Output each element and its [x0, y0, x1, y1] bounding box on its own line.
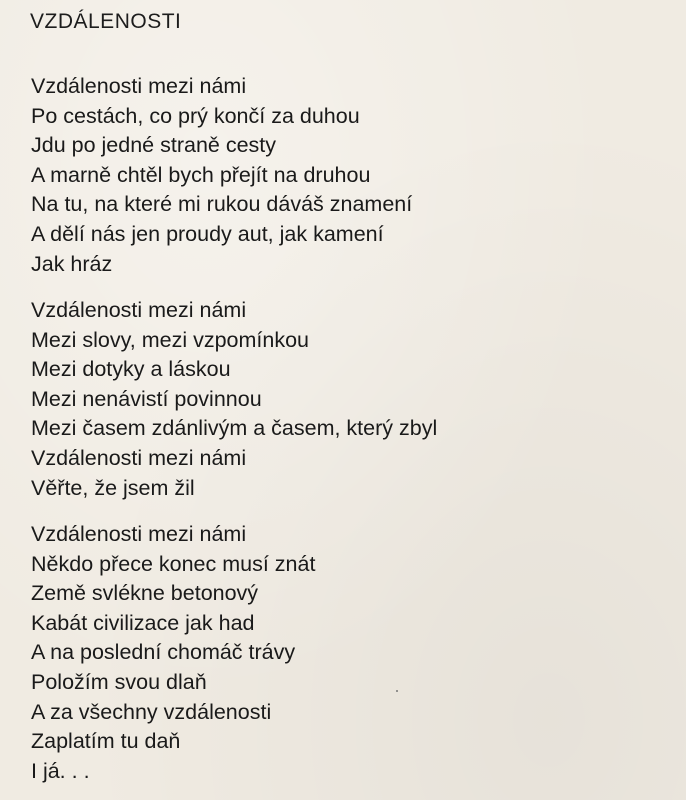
poem-line: Vzdálenosti mezi námi: [31, 298, 247, 322]
poem-line: Na tu, na které mi rukou dáváš znamení: [31, 192, 413, 217]
stanza-1: [31, 72, 412, 279]
poem-line: Země svlékne betonový: [31, 581, 259, 606]
poem-line: Věřte, že jsem žil: [31, 475, 195, 500]
poem-line: A marně chtěl bych přejít na druhou: [31, 162, 371, 187]
poem-line: Jdu po jedné straně cesty: [31, 133, 277, 158]
poem-line: Položím svou dlaň: [31, 669, 207, 694]
paper-speck: [396, 690, 398, 692]
poem-line: Vzdálenosti mezi námi: [31, 445, 247, 470]
poem-line: Vzdálenosti mezi námi: [31, 522, 247, 546]
poem-line: A dělí nás jen proudy aut, jak kamení: [31, 221, 384, 246]
poem-line: I já. . .: [31, 758, 90, 783]
poem-line: Kabát civilizace jak had: [31, 610, 255, 635]
poem-line: Vzdálenosti mezi námi: [31, 74, 247, 98]
poem-line: Jak hráz: [31, 251, 113, 276]
poem-line: Mezi časem zdánlivým a časem, který zbyl: [31, 416, 438, 441]
poem-title: VZDÁLENOSTI: [30, 10, 182, 33]
poem-line: A za všechny vzdálenosti: [31, 699, 272, 724]
poem-line: Někdo přece konec musí znát: [31, 551, 316, 576]
poem-line: Po cestách, co prý končí za duhou: [31, 103, 360, 128]
poem-line: Mezi slovy, mezi vzpomínkou: [31, 327, 309, 352]
poem-line: Zaplatím tu daň: [31, 729, 181, 754]
stanza-3: [31, 520, 315, 786]
poem-line: A na poslední chomáč trávy: [31, 640, 296, 665]
poem-line: Mezi nenávistí povinnou: [31, 386, 262, 411]
poem-line: Mezi dotyky a láskou: [31, 357, 231, 382]
stanza-2: [31, 296, 437, 503]
